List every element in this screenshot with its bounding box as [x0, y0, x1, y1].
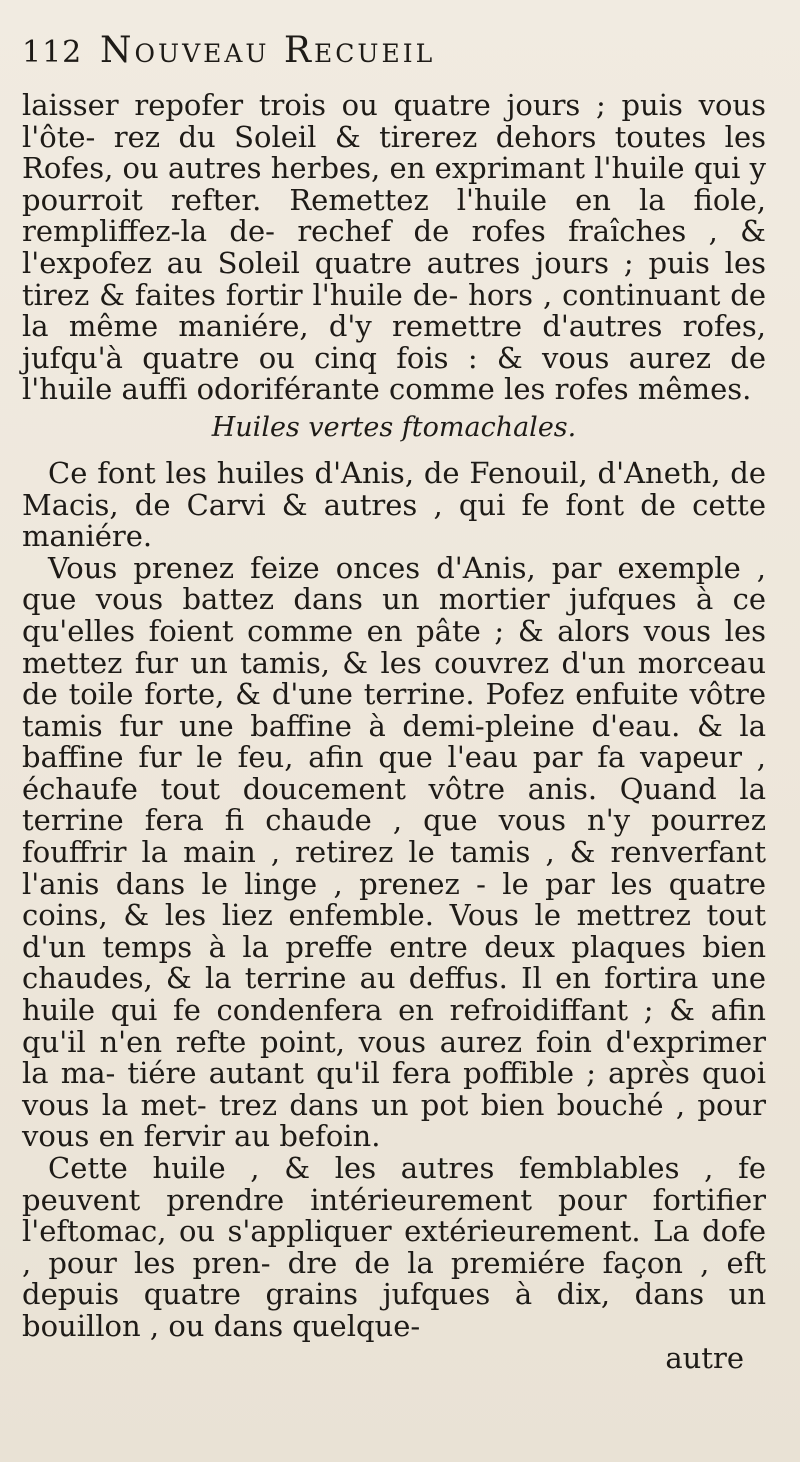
paragraph-continuation: laisser repofer trois ou quatre jours ; puis vous l'ôte- rez du Soleil & tirerez dehors toutes les Rofes, ou autres herbes, en exprimant l'huile qui y pourroit refter. Remettez l'huile en la fiole, rempliffez-la de- rechef de rofes fraîches , & l'expofez au Soleil quatre autres jours ; puis les tirez & faites fortir l'huile de- hors , continuant de la même maniére, d'y remettre d'autres rofes, jufqu'à quatre ou cinq fois : & vous aurez de l'huile auffi odoriférante comme les rofes mêmes. [22, 88, 766, 407]
running-head [22, 30, 766, 90]
section-heading: Huiles vertes ftomachales. [211, 411, 577, 443]
body-text [22, 90, 766, 1343]
running-title: Nouveau Recueil [100, 30, 436, 71]
paragraph: Cette huile , & les autres femblables , fe peuvent prendre intérieurement pour fortifier l'eftomac, ou s'appliquer extérieurement. La dofe , pour les pren- dre de la premiére façon , eft depuis quatre grains jufques à dix, dans un bouillon , ou dans quelque- [22, 1151, 766, 1343]
paragraph: Ce font les huiles d'Anis, de Fenouil, d'Aneth, de Macis, de Carvi & autres , qui fe font de cette maniére. [22, 455, 766, 554]
paragraph: Vous prenez feize onces d'Anis, par exemple , que vous battez dans un mortier jufques à ce qu'elles foient comme en pâte ; & alors vous les mettez fur un tamis, & les couvrez d'un morceau de toile forte, & d'une terrine. Pofez enfuite vôtre tamis fur une baffine à demi-pleine d'eau. & la baffine fur le feu, afin que l'eau par fa vapeur , échaufe tout doucement vôtre anis. Quand la terrine fera fi chaude , que vous n'y pourrez fouffrir la main , retirez le tamis , & renverfant l'anis dans le linge , prenez - le par les quatre coins, & les liez enfemble. Vous le mettrez tout d'un temps à la preffe entre deux plaques bien chaudes, & la terrine au deffus. Il en fortira une huile qui fe condenfera en refroidiffant ; & afin qu'il n'en refte point, vous aurez foin d'exprimer la ma- tiére autant qu'il fera poffible ; après quoi vous la met- trez dans un pot bien bouché , pour vous en fervir au befoin. [22, 550, 766, 1154]
catchword: autre [665, 1340, 744, 1375]
page-number: 112 [22, 35, 83, 70]
